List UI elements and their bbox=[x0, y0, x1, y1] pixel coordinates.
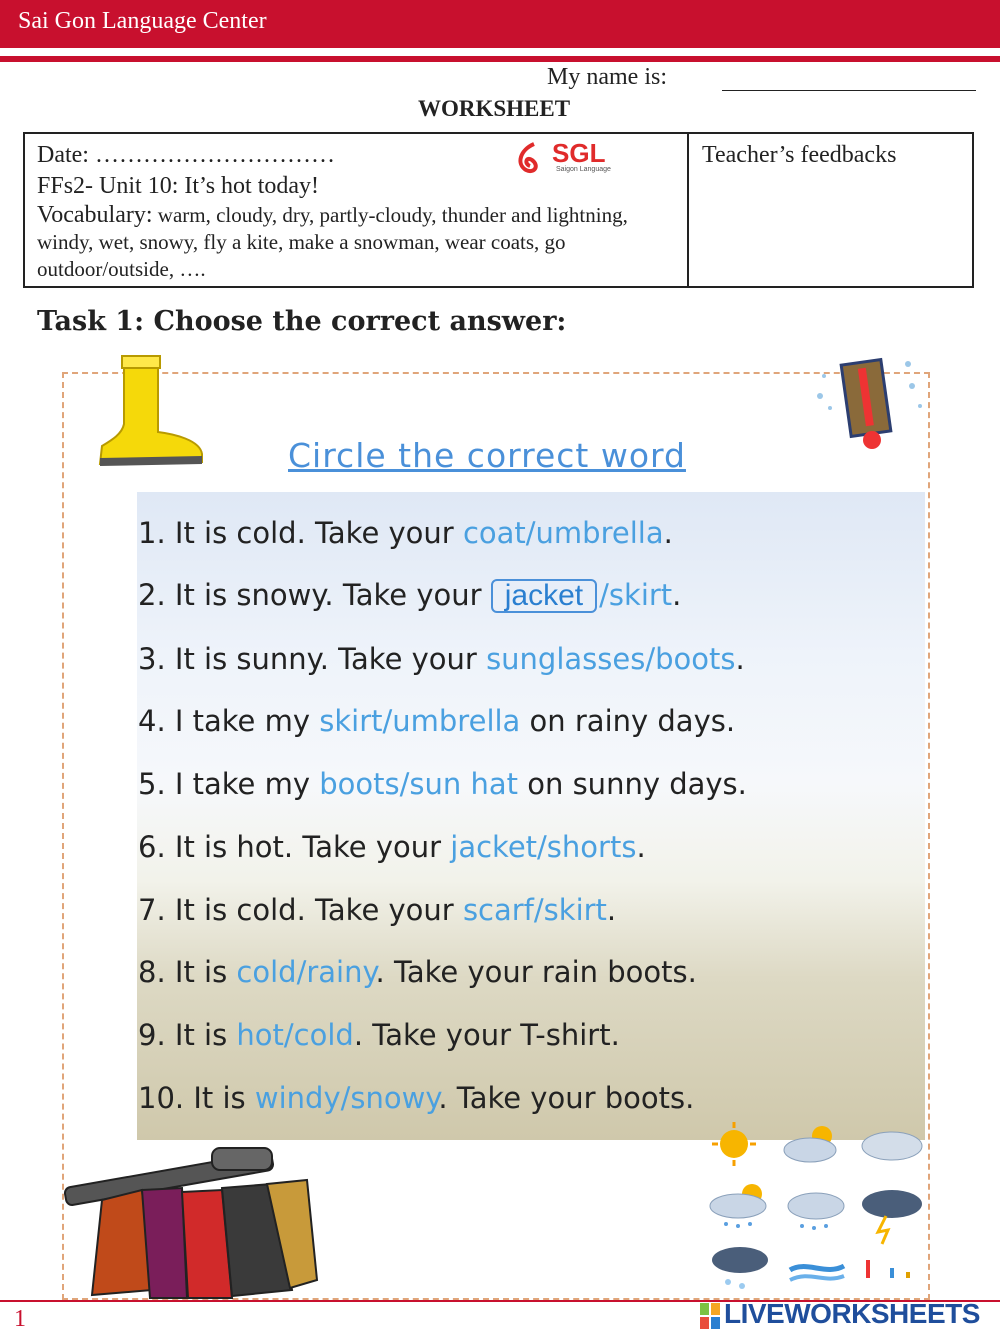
question-1-text: 1. It is cold. Take your bbox=[138, 516, 463, 550]
question-9-options[interactable]: hot/cold bbox=[236, 1018, 354, 1052]
question-10 bbox=[138, 1081, 694, 1115]
question-8-options[interactable]: cold/rainy bbox=[236, 955, 376, 989]
question-9-end: . Take your T-shirt. bbox=[353, 1018, 620, 1052]
sgl-logo-text: SGL bbox=[552, 138, 606, 168]
cloud-icon bbox=[862, 1132, 922, 1160]
center-name: Sai Gon Language Center bbox=[18, 8, 267, 34]
clothes-rack-icon bbox=[62, 1140, 322, 1300]
question-2-end: . bbox=[672, 578, 682, 612]
sgl-logo-sub: Saigon Language bbox=[556, 166, 611, 173]
vocab-text: warm, cloudy, dry, partly-cloudy, thunder and lightning, windy, wet, snowy, fly a kite, make a snowman, wear coats, go outdoor/outside, …. bbox=[37, 203, 628, 281]
question-5-end: on sunny days. bbox=[518, 767, 747, 801]
sun-icon bbox=[712, 1122, 756, 1166]
question-7-options[interactable]: scarf/skirt bbox=[462, 893, 607, 927]
rain-cloud-icon bbox=[788, 1193, 844, 1230]
snow-cloud-icon bbox=[712, 1247, 768, 1289]
wind-icon bbox=[790, 1266, 844, 1280]
question-6-end: . bbox=[636, 830, 646, 864]
question-4-text: 4. I take my bbox=[138, 704, 320, 738]
thermometer-icon bbox=[812, 356, 928, 456]
question-2-options[interactable]: /skirt bbox=[599, 578, 673, 612]
temperature-icon bbox=[866, 1260, 910, 1278]
vocab-label: Vocabulary: bbox=[37, 202, 153, 228]
question-8 bbox=[138, 955, 697, 989]
question-7 bbox=[138, 893, 616, 927]
page-number: 1 bbox=[14, 1306, 26, 1332]
question-4 bbox=[138, 704, 735, 738]
question-9-text: 9. It is bbox=[138, 1018, 237, 1052]
question-10-options[interactable]: windy/snowy bbox=[254, 1081, 439, 1115]
question-5-options[interactable]: boots/sun hat bbox=[319, 767, 519, 801]
question-5 bbox=[138, 767, 747, 801]
rain-boot-icon bbox=[94, 354, 206, 470]
header-divider bbox=[0, 56, 1000, 62]
answer-box-jacket[interactable]: jacket bbox=[491, 579, 597, 613]
liveworksheets-badge-icon bbox=[700, 1303, 720, 1329]
teacher-feedback-label: Teacher’s feedbacks bbox=[702, 142, 897, 168]
question-5-text: 5. I take my bbox=[138, 767, 320, 801]
question-1-end: . bbox=[663, 516, 673, 550]
task1-title: Task 1: Choose the correct answer: bbox=[37, 306, 567, 337]
question-9 bbox=[138, 1018, 620, 1052]
thunderstorm-icon bbox=[862, 1190, 922, 1244]
question-10-text: 10. It is bbox=[138, 1081, 255, 1115]
question-2-text: 2. It is snowy. Take your bbox=[138, 578, 491, 612]
date-label: Date: ………………………… bbox=[37, 142, 335, 168]
weather-icons-group bbox=[706, 1120, 928, 1296]
question-6 bbox=[138, 830, 646, 864]
question-4-end: on rainy days. bbox=[520, 704, 736, 738]
name-label: My name is: bbox=[547, 64, 667, 90]
question-1-options[interactable]: coat/umbrella bbox=[462, 516, 664, 550]
question-6-text: 6. It is hot. Take your bbox=[138, 830, 451, 864]
liveworksheets-logo bbox=[700, 1298, 980, 1330]
info-table-divider bbox=[687, 132, 689, 288]
sgl-logo bbox=[514, 138, 624, 178]
question-7-text: 7. It is cold. Take your bbox=[138, 893, 463, 927]
question-1 bbox=[138, 516, 673, 550]
liveworksheets-text: LIVEWORKSHEETS bbox=[724, 1298, 980, 1329]
worksheet-title: WORKSHEET bbox=[417, 96, 571, 121]
partly-cloudy-icon bbox=[784, 1126, 836, 1162]
question-3-options[interactable]: sunglasses/boots bbox=[486, 642, 736, 676]
question-2 bbox=[138, 578, 681, 613]
name-input-line[interactable] bbox=[722, 90, 976, 91]
question-3 bbox=[138, 642, 745, 676]
question-4-options[interactable]: skirt/umbrella bbox=[319, 704, 521, 738]
unit-title: FFs2- Unit 10: It’s hot today! bbox=[37, 173, 320, 199]
question-3-text: 3. It is sunny. Take your bbox=[138, 642, 487, 676]
question-10-end: . Take your boots. bbox=[438, 1081, 695, 1115]
exercise-heading: Circle the correct word bbox=[288, 436, 686, 475]
question-8-end: . Take your rain boots. bbox=[375, 955, 697, 989]
question-7-end: . bbox=[606, 893, 617, 927]
question-8-text: 8. It is bbox=[138, 955, 237, 989]
vocabulary bbox=[37, 202, 677, 283]
question-6-options[interactable]: jacket/shorts bbox=[450, 830, 637, 864]
sun-rain-icon bbox=[710, 1184, 766, 1228]
question-3-end: . bbox=[735, 642, 745, 676]
